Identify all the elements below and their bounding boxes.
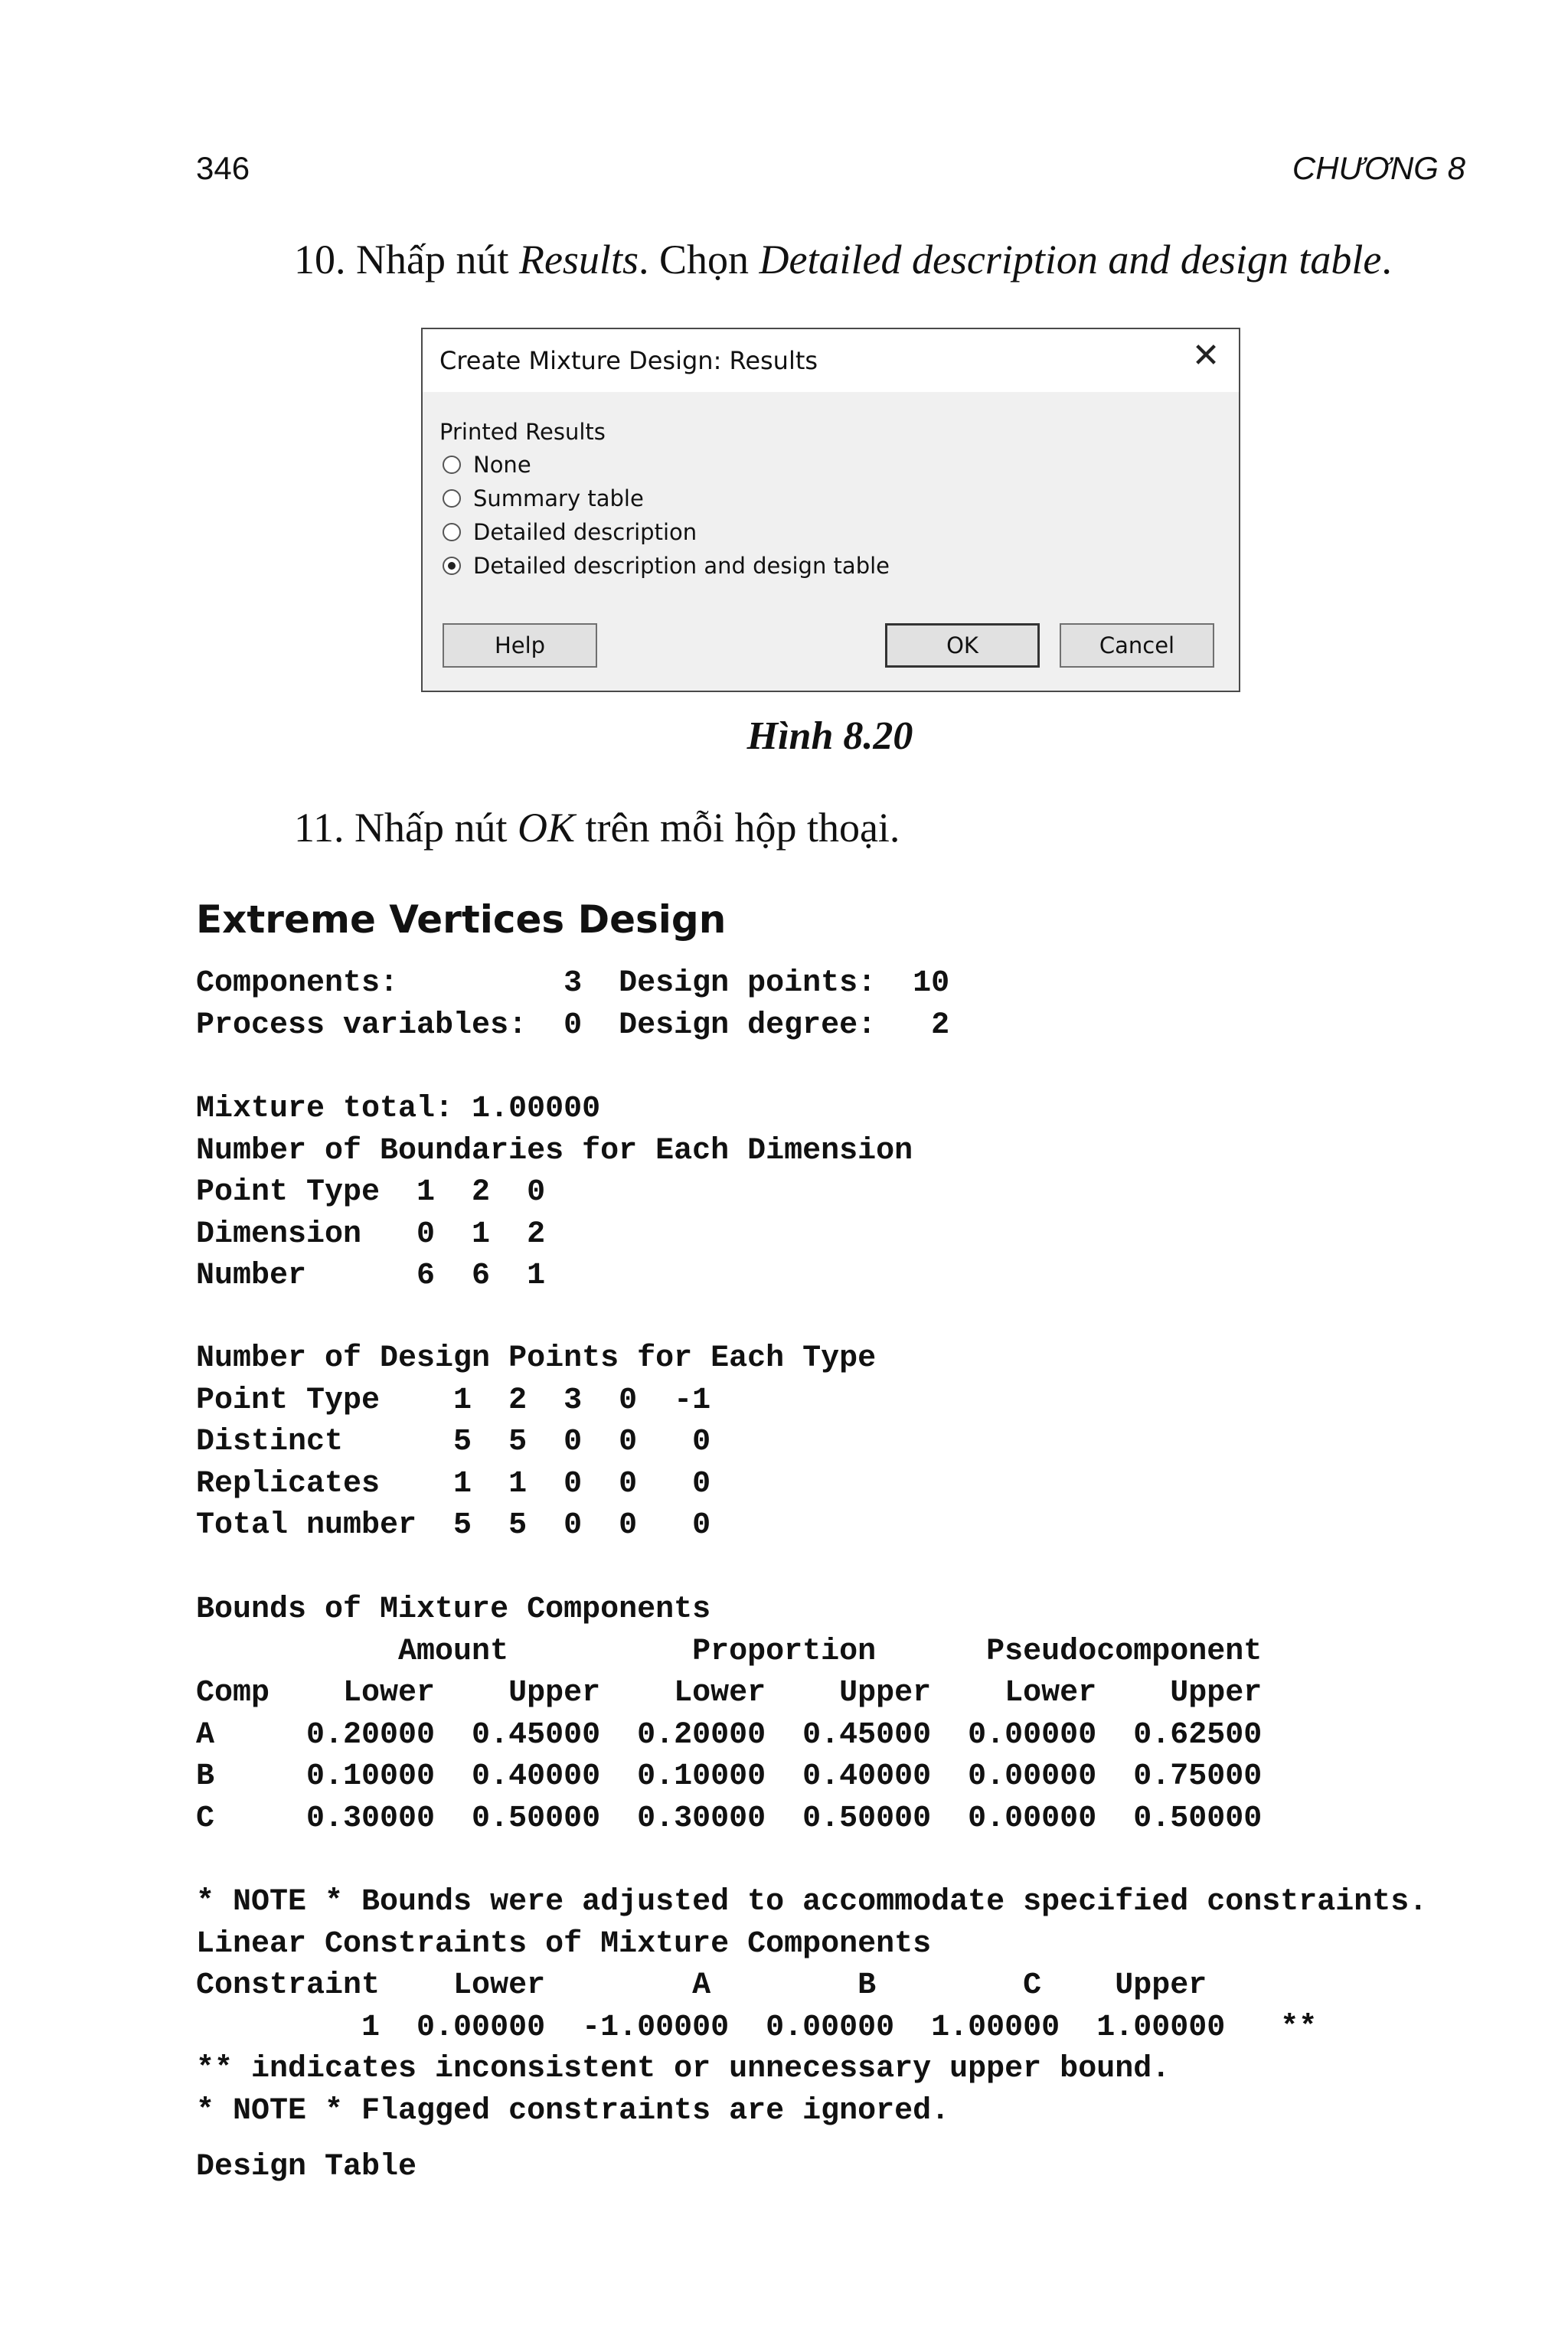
step-11-text	[294, 804, 900, 851]
step-10-text	[294, 236, 1392, 283]
mixture-block	[196, 1089, 913, 1298]
step-10-suffix: .	[1381, 237, 1392, 283]
radio-detailed-description[interactable]	[443, 518, 697, 546]
page-number: 346	[196, 150, 250, 186]
radio-selected-icon[interactable]	[443, 557, 461, 575]
bounds-block	[196, 1589, 1262, 1840]
constraint-line: 1 0.00000 -1.00000 0.00000 1.00000 1.00000 **	[196, 2010, 1318, 2045]
mixture-line: Number 6 6 1	[196, 1259, 546, 1293]
step-10-prefix: 10. Nhấp nút	[294, 237, 519, 283]
design-points-line: Replicates 1 1 0 0 0	[196, 1466, 711, 1501]
constraint-line: * NOTE * Bounds were adjusted to accommodate specified constraints.	[196, 1885, 1428, 1919]
summary-line: Process variables: 0 Design degree: 2	[196, 1008, 950, 1043]
dialog-title: Create Mixture Design: Results	[439, 346, 818, 375]
design-points-block	[196, 1338, 876, 1547]
design-table-label: Design Table	[196, 2150, 417, 2184]
bounds-line: Comp Lower Upper Lower Upper Lower Upper	[196, 1676, 1263, 1710]
design-points-line: Number of Design Points for Each Type	[196, 1341, 877, 1376]
help-button[interactable]: Help	[443, 623, 597, 668]
radio-none-label: None	[473, 452, 531, 478]
bounds-line: C 0.30000 0.50000 0.30000 0.50000 0.00000 0.50000	[196, 1801, 1263, 1836]
radio-detailed-design-table[interactable]	[443, 552, 890, 580]
radio-button-icon[interactable]	[443, 456, 461, 474]
step-11-prefix: 11. Nhấp nút	[294, 805, 518, 851]
results-dialog	[421, 328, 1240, 692]
step-11-ok: OK	[517, 805, 575, 851]
dialog-titlebar	[423, 329, 1239, 392]
mixture-line: Number of Boundaries for Each Dimension	[196, 1133, 913, 1168]
ok-button[interactable]: OK	[885, 623, 1040, 668]
design-points-line: Point Type 1 2 3 0 -1	[196, 1383, 711, 1418]
constraint-line: ** indicates inconsistent or unnecessary upper bound.	[196, 2052, 1171, 2086]
step-10-results: Results	[518, 237, 639, 283]
chapter-label: CHƯƠNG 8	[1292, 150, 1465, 186]
mixture-line: Mixture total: 1.00000	[196, 1092, 601, 1126]
summary-block	[196, 963, 949, 1047]
bounds-line: B 0.10000 0.40000 0.10000 0.40000 0.00000 0.75000	[196, 1759, 1263, 1794]
constraint-line: Linear Constraints of Mixture Components	[196, 1926, 932, 1962]
constraints-block	[196, 1882, 1427, 2132]
radio-summary-table-label: Summary table	[473, 485, 644, 511]
mixture-line: Dimension 0 1 2	[196, 1217, 546, 1252]
printed-results-label: Printed Results	[439, 419, 606, 445]
radio-detailed-design-table-label: Detailed description and design table	[473, 553, 890, 579]
step-10-middle: . Chọn	[638, 237, 760, 283]
cancel-button[interactable]: Cancel	[1060, 623, 1214, 668]
step-10-option: Detailed description and design table	[759, 237, 1382, 283]
close-icon[interactable]: ✕	[1191, 336, 1220, 375]
design-points-line: Total number 5 5 0 0 0	[196, 1508, 711, 1543]
radio-none[interactable]	[443, 451, 531, 479]
step-11-suffix: trên mỗi hộp thoại.	[574, 805, 900, 851]
mixture-line: Point Type 1 2 0	[196, 1175, 546, 1210]
radio-summary-table[interactable]	[443, 485, 644, 512]
figure-caption: Hình 8.20	[746, 714, 913, 758]
constraint-line: Constraint Lower A B C Upper	[196, 1968, 1207, 2003]
radio-button-icon[interactable]	[443, 523, 461, 541]
radio-detailed-description-label: Detailed description	[473, 519, 697, 545]
section-title: Extreme Vertices Design	[196, 897, 727, 942]
design-points-line: Distinct 5 5 0 0 0	[196, 1425, 711, 1459]
summary-line: Components: 3 Design points: 10	[196, 966, 950, 1001]
radio-button-icon[interactable]	[443, 489, 461, 508]
constraint-line: * NOTE * Flagged constraints are ignored.	[196, 2093, 950, 2128]
bounds-line: Bounds of Mixture Components	[196, 1592, 711, 1627]
bounds-line: A 0.20000 0.45000 0.20000 0.45000 0.00000 0.62500	[196, 1717, 1263, 1753]
bounds-line: Amount Proportion Pseudocomponent	[196, 1634, 1263, 1669]
